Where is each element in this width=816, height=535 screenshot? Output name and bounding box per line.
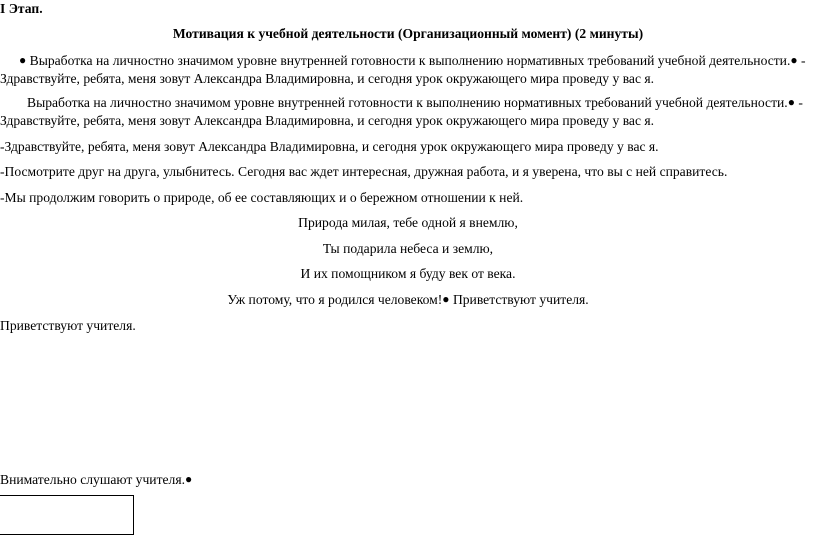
poem-line-3: И их помощником я буду век от века. xyxy=(300,266,516,281)
paragraph-1-dash: - xyxy=(797,53,806,68)
nature-line: -Мы продолжим говорить о природе, об ее составляющих и о бережном отношении к ней. xyxy=(0,190,524,205)
pupils-listen-line xyxy=(0,470,192,489)
poem-line-2: Ты подарила небеса и землю, xyxy=(322,241,494,256)
bullet-icon: ● xyxy=(19,53,27,67)
greeting-line: -Здравствуйте, ребята, меня зовут Александра Владимировна, и сегодня урок окружающего мира проведу у вас я. xyxy=(0,139,659,154)
poem-line-1: Природа милая, тебе одной я внемлю, xyxy=(298,215,518,230)
pupils-listen-text: Внимательно слушают учителя. xyxy=(0,472,185,487)
poem-line-4-text: Уж потому, что я родился человеком! xyxy=(227,292,443,307)
pupils-greet-text: Приветствуют учителя. xyxy=(0,318,136,333)
poem-line-4-tail: Приветствуют учителя. xyxy=(449,292,589,307)
paragraph-2-line-2: Здравствуйте, ребята, меня зовут Александра Владимировна, и сегодня урок окружающего мира проведу у вас я. xyxy=(0,113,655,128)
paragraph-2-line-1 xyxy=(27,93,803,112)
paragraph-2-text: Выработка на личностно значимом уровне внутренней готовности к выполнению нормативных требований учебной деятельности. xyxy=(27,95,788,110)
paragraph-1-line-1 xyxy=(19,51,806,70)
bullet-icon: ● xyxy=(787,95,795,109)
poem-line-4 xyxy=(0,290,816,309)
stage-heading: I Этап. xyxy=(0,1,43,16)
section-title: Мотивация к учебной деятельности (Организационный момент) (2 минуты) xyxy=(172,26,644,41)
paragraph-2-dash: - xyxy=(794,95,803,110)
bullet-icon: ● xyxy=(184,472,193,486)
bullet-icon: ● xyxy=(442,292,450,306)
paragraph-1-text: Выработка на личностно значимом уровне внутренней готовности к выполнению нормативных требований учебной деятельности. xyxy=(29,53,791,68)
bullet-icon: ● xyxy=(790,53,798,67)
table-cell-box xyxy=(0,495,134,535)
paragraph-1-line-2: Здравствуйте, ребята, меня зовут Александра Владимировна, и сегодня урок окружающего мира проведу у вас я. xyxy=(0,71,655,86)
look-line: -Посмотрите друг на друга, улыбнитесь. Сегодня вас ждет интересная, дружная работа, и я уверена, что вы с ней справитесь. xyxy=(0,164,728,179)
